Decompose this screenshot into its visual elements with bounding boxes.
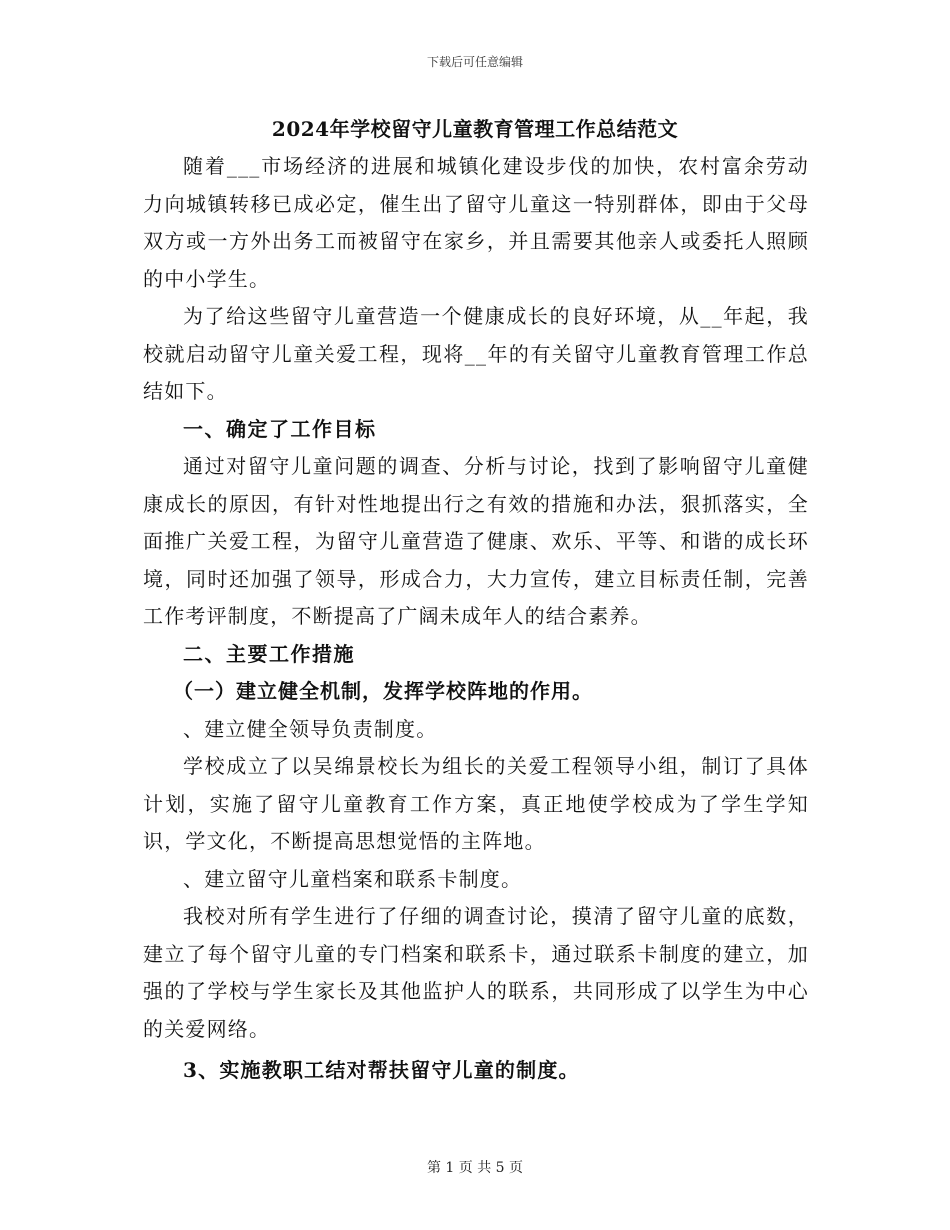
item-archive: 、建立留守儿童档案和联系卡制度。: [183, 866, 523, 891]
paragraph-goals: 通过对留守儿童问题的调查、分析与讨论，找到了影响留守儿童健康成长的原因，有针对性地提出行之有效的措施和办法，狠抓落实，全面推广关爱工程，为留守儿童营造了健康、欢乐、平等、和谐的成长环境，同时还加强了领导，形成合力，大力宣传，建立目标责任制，完善工作考评制度，不断提高了广阔未成年人的结合素养。: [143, 454, 809, 628]
item-mentoring: 3、实施教职工结对帮扶留守儿童的制度。: [183, 1058, 580, 1082]
section-heading-measures: 二、主要工作措施: [183, 641, 355, 666]
paragraph-intro: 随着___市场经济的进展和城镇化建设步伐的加快，农村富余劳动力向城镇转移已成必定，催生出了留守儿童这一特别群体，即由于父母双方或一方外出务工而被留守在家乡，并且需要其他亲人或委托人照顾的中小学生。: [143, 154, 809, 291]
section-heading-goals: 一、确定了工作目标: [183, 416, 377, 441]
paragraph-archive: 我校对所有学生进行了仔细的调查讨论，摸清了留守儿童的底数，建立了每个留守儿童的专门档案和联系卡，通过联系卡制度的建立，加强的了学校与学生家长及其他监护人的联系，共同形成了以学生为中心的关爱网络。: [143, 904, 809, 1041]
paragraph-purpose: 为了给这些留守儿童营造一个健康成长的良好环境，从__年起，我校就启动留守儿童关爱工程，现将__年的有关留守儿童教育管理工作总结如下。: [143, 304, 809, 403]
subsection-heading-mechanism: （一）建立健全机制，发挥学校阵地的作用。: [173, 679, 593, 703]
document-body: [143, 148, 809, 1090]
paragraph-leadership: 学校成立了以吴绵景校长为组长的关爱工程领导小组，制订了具体计划，实施了留守儿童教育工作方案，真正地使学校成为了学生学知识，学文化，不断提高思想觉悟的主阵地。: [143, 754, 809, 853]
page-footer: 第 1 页 共 5 页: [426, 1160, 524, 1176]
header-note: 下载后可任意编辑: [426, 55, 523, 69]
document-title: 2024年学校留守儿童教育管理工作总结范文: [271, 117, 679, 141]
item-leadership: 、建立健全领导负责制度。: [183, 716, 438, 741]
